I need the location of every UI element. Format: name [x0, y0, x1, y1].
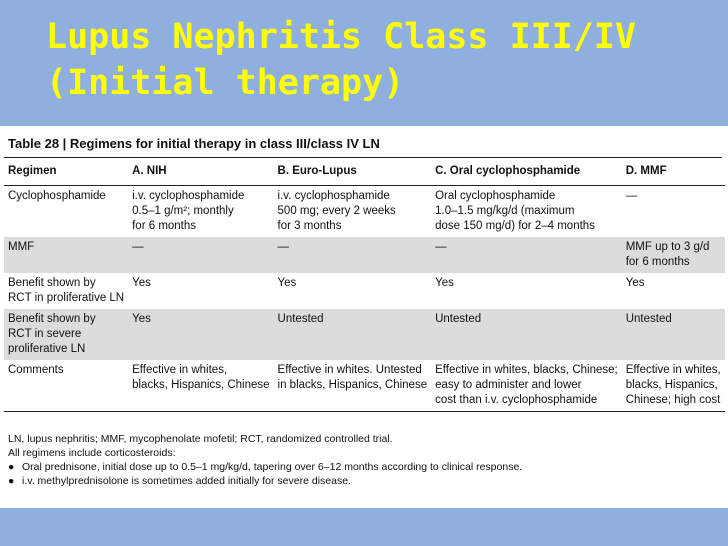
cell-text: easy to administer and lower	[435, 379, 582, 391]
cell-mmf	[622, 186, 725, 238]
cell-text: Effective in whites. Untested	[277, 364, 422, 376]
footnote-bullet-item	[8, 474, 522, 488]
footnote-bullet-item	[8, 460, 522, 474]
table-row-mmf	[4, 237, 725, 273]
cell-oral	[431, 273, 622, 309]
header-oral-cyclophosphamide: C. Oral cyclophosphamide	[431, 160, 622, 186]
cell-euro	[274, 237, 432, 273]
footnote-bullet-text: i.v. methylprednisolone is sometimes added initially for severe disease.	[22, 475, 351, 487]
table-footnotes	[8, 432, 522, 488]
cell-label	[4, 309, 128, 360]
cell-text: for 6 months	[625, 256, 690, 268]
header-regimen: Regimen	[4, 160, 128, 186]
cell-euro	[274, 360, 432, 412]
cell-text: Yes	[625, 277, 645, 289]
cell-label	[4, 186, 128, 238]
cell-text: Untested	[435, 313, 482, 325]
cell-text: Benefit shown by	[8, 277, 96, 289]
cell-nih	[128, 186, 273, 238]
cell-text: Yes	[435, 277, 454, 289]
cell-oral	[431, 309, 622, 360]
cell-text: cost than i.v. cyclophosphamide	[435, 394, 598, 406]
cell-text: —	[132, 241, 144, 253]
cell-nih	[128, 360, 273, 412]
header-mmf: D. MMF	[622, 160, 725, 186]
cell-text: Oral cyclophosphamide	[435, 190, 556, 202]
cell-text: Chinese; high cost	[625, 394, 721, 406]
footnote-intro: All regimens include corticosteroids:	[8, 447, 176, 459]
regimens-table	[4, 160, 725, 412]
cell-label	[4, 360, 128, 412]
cell-text: Effective in whites,	[625, 364, 721, 376]
cell-text: Benefit shown by	[8, 313, 96, 325]
cell-text: RCT in severe	[8, 328, 82, 340]
cell-mmf	[622, 237, 725, 273]
table-header-row	[4, 160, 725, 186]
cell-text: blacks, Hispanics, Chinese	[132, 379, 270, 391]
table-row-comments	[4, 360, 725, 412]
cell-text: for 3 months	[277, 220, 342, 232]
cell-text: Untested	[277, 313, 324, 325]
cell-euro	[274, 273, 432, 309]
table-panel	[0, 126, 728, 508]
cell-oral	[431, 237, 622, 273]
cell-text: proliferative LN	[8, 343, 86, 355]
cell-text: —	[277, 241, 290, 253]
cell-nih	[128, 273, 273, 309]
cell-text: MMF	[8, 241, 35, 253]
slide-title-line-1: Lupus Nephritis Class III/IV	[46, 17, 637, 57]
cell-text: Effective in whites, blacks, Chinese;	[435, 364, 618, 376]
footnote-bullet-text: Oral prednisone, initial dose up to 0.5–1 mg/kg/d, tapering over 6–12 months according to clinical response.	[22, 461, 523, 473]
cell-text: Yes	[132, 313, 151, 325]
cell-text: Untested	[625, 313, 672, 325]
cell-mmf	[622, 360, 725, 412]
cell-text: RCT in proliferative LN	[8, 292, 125, 304]
table-top-rule	[4, 157, 722, 158]
cell-nih	[128, 309, 273, 360]
cell-text: 1.0–1.5 mg/kg/d (maximum	[435, 205, 575, 217]
cell-text: 0.5–1 g/m²; monthly	[132, 205, 234, 217]
cell-mmf	[622, 309, 725, 360]
bullet-icon: ●	[8, 461, 15, 473]
cell-label	[4, 237, 128, 273]
cell-text: dose 150 mg/d) for 2–4 months	[435, 220, 595, 232]
bullet-icon: ●	[8, 475, 15, 487]
cell-text: MMF up to 3 g/d	[625, 241, 710, 253]
cell-text: Cyclophosphamide	[8, 190, 106, 202]
cell-text: Effective in whites,	[132, 364, 228, 376]
footnote-abbreviations: LN, lupus nephritis; MMF, mycophenolate mofetil; RCT, randomized controlled trial.	[8, 433, 393, 445]
cell-nih	[128, 237, 273, 273]
cell-text: for 6 months	[132, 220, 197, 232]
cell-text: —	[625, 190, 638, 202]
cell-text: blacks, Hispanics,	[625, 379, 718, 391]
table-row-benefit-severe	[4, 309, 725, 360]
header-nih: A. NIH	[128, 160, 273, 186]
cell-text: Comments	[8, 364, 64, 376]
table-caption: Table 28 | Regimens for initial therapy in class III/class IV LN	[8, 136, 380, 151]
header-euro-lupus: B. Euro-Lupus	[274, 160, 432, 186]
table-row-benefit-proliferative	[4, 273, 725, 309]
cell-mmf	[622, 273, 725, 309]
cell-text: —	[435, 241, 447, 253]
cell-text: Yes	[277, 277, 297, 289]
cell-text: in blacks, Hispanics, Chinese	[277, 379, 428, 391]
cell-euro	[274, 186, 432, 238]
cell-label	[4, 273, 128, 309]
slide-title-line-2: (Initial therapy)	[46, 63, 405, 103]
cell-oral	[431, 360, 622, 412]
cell-text: Yes	[132, 277, 151, 289]
slide-title	[46, 14, 636, 106]
cell-euro	[274, 309, 432, 360]
cell-text: i.v. cyclophosphamide	[277, 190, 390, 202]
cell-text: 500 mg; every 2 weeks	[277, 205, 396, 217]
table-row-cyclophosphamide	[4, 186, 725, 238]
cell-oral	[431, 186, 622, 238]
cell-text: i.v. cyclophosphamide	[132, 190, 245, 202]
